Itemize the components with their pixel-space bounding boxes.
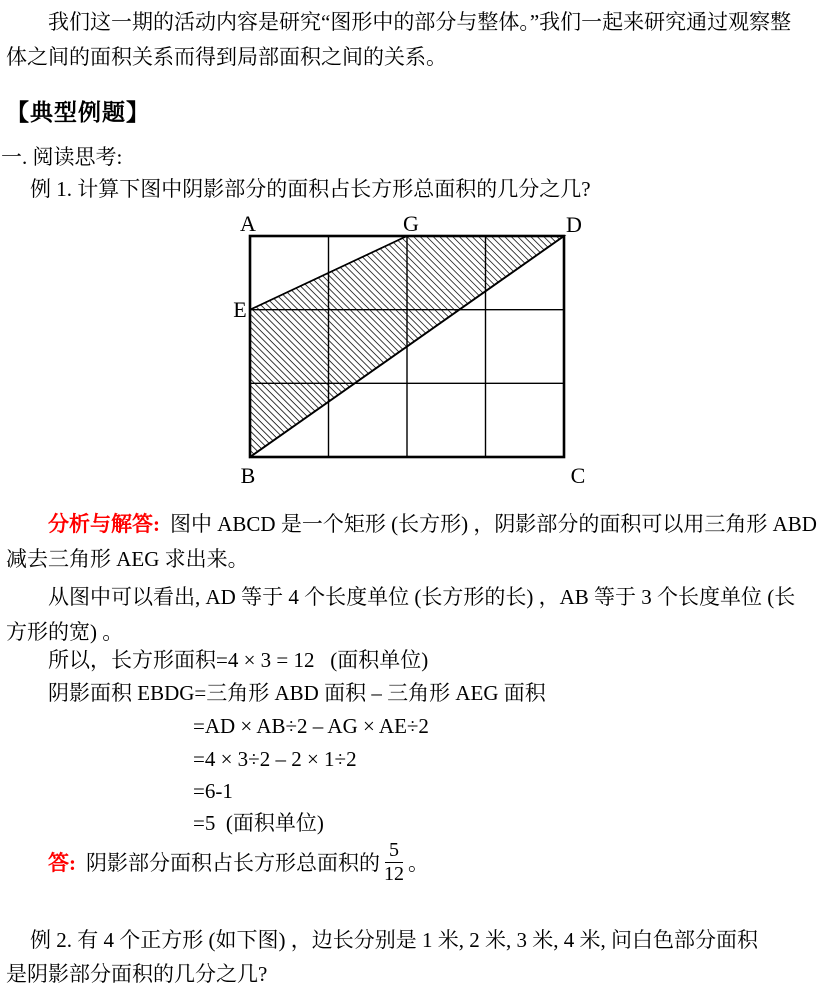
analysis-label: 分析与解答:	[48, 512, 160, 536]
example2-line2: 是阴影部分面积的几分之几?	[6, 962, 268, 984]
label-e: E	[233, 297, 247, 322]
label-a: A	[240, 211, 256, 236]
equation-4: =5 (面积单位)	[193, 811, 324, 835]
solution-para2-line2: 方形的宽) 。	[6, 620, 124, 644]
solution-area-line: 所以，长方形面积=4 × 3 = 12 (面积单位)	[48, 648, 429, 672]
label-g: G	[403, 211, 419, 236]
section-title: 【典型例题】	[6, 100, 150, 125]
label-c: C	[570, 463, 586, 488]
answer-period: 。	[408, 851, 429, 875]
fraction-numerator: 5	[385, 839, 403, 863]
label-b: B	[240, 463, 256, 488]
solution-para1-line1	[48, 512, 817, 536]
label-d: D	[566, 212, 582, 237]
intro-line-1: 我们这一期的活动内容是研究“图形中的部分与整体。”我们一起来研究通过观察整	[48, 10, 792, 34]
answer-text: 阴影部分面积占长方形总面积的	[86, 851, 380, 875]
example1-problem: 例 1. 计算下图中阴影部分的面积占长方形总面积的几分之几?	[30, 177, 591, 201]
section-subtitle: 一. 阅读思考:	[1, 145, 123, 169]
equation-2: =4 × 3÷2 – 2 × 1÷2	[193, 747, 357, 771]
fraction-denominator: 12	[384, 862, 404, 885]
solution-para2-line1: 从图中可以看出, AD 等于 4 个长度单位 (长方形的长) ，AB 等于 3 个长度单位 (长	[48, 585, 796, 609]
solution-shaded-line: 阴影面积 EBDG=三角形 ABD 面积 – 三角形 AEG 面积	[48, 681, 546, 705]
equation-3: =6-1	[193, 779, 233, 803]
fraction-5-12	[383, 839, 405, 886]
solution-para1-text: 图中 ABCD 是一个矩形 (长方形) ，阴影部分的面积可以用三角形 ABD	[170, 512, 817, 536]
example2-line1: 例 2. 有 4 个正方形 (如下图) ，边长分别是 1 米, 2 米, 3 米, 4 米, 问白色部分面积	[30, 928, 758, 952]
solution-para1-line2: 减去三角形 AEG 求出来。	[6, 547, 249, 571]
figure-example1	[220, 205, 610, 505]
answer-label: 答:	[48, 851, 76, 875]
equation-1: =AD × AB÷2 – AG × AE÷2	[193, 714, 429, 738]
answer-line	[48, 832, 429, 892]
intro-line-2: 体之间的面积关系而得到局部面积之间的关系。	[6, 45, 447, 69]
